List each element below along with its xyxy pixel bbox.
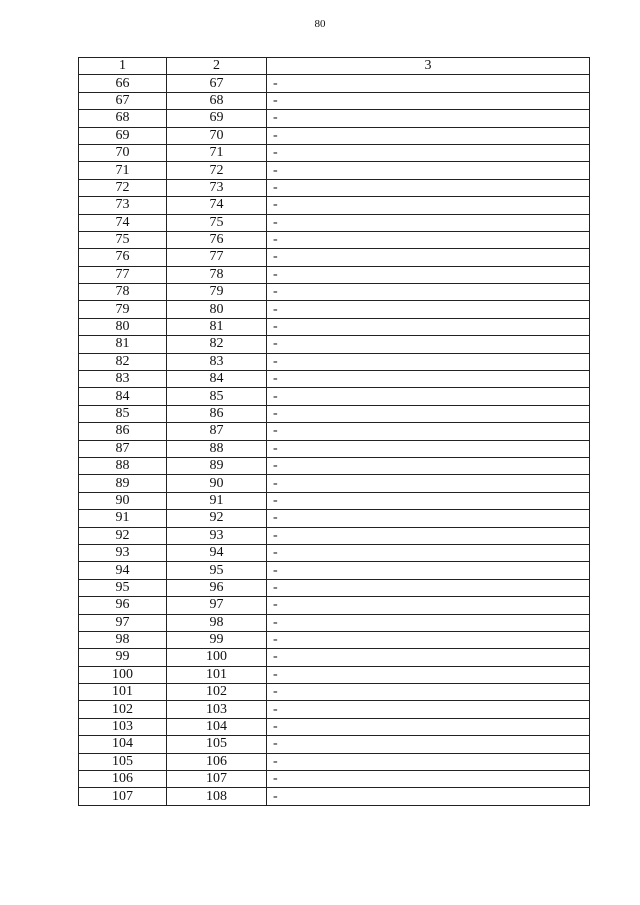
table-cell-col-2: 87 bbox=[167, 423, 267, 440]
table-row bbox=[79, 318, 590, 335]
table-cell-col-2: 85 bbox=[167, 388, 267, 405]
table-cell-col-2: 73 bbox=[167, 179, 267, 196]
table-cell-col-3: - bbox=[267, 353, 590, 370]
table-cell-col-2: 100 bbox=[167, 649, 267, 666]
table-cell-col-1: 87 bbox=[79, 440, 167, 457]
table-row bbox=[79, 231, 590, 248]
table-cell-col-1: 99 bbox=[79, 649, 167, 666]
table-row bbox=[79, 597, 590, 614]
table-cell-col-2: 94 bbox=[167, 544, 267, 561]
table-cell-col-1: 82 bbox=[79, 353, 167, 370]
table-cell-col-3: - bbox=[267, 162, 590, 179]
table-row bbox=[79, 666, 590, 683]
table-cell-col-3: - bbox=[267, 718, 590, 735]
table-cell-col-2: 76 bbox=[167, 231, 267, 248]
table-cell-col-1: 85 bbox=[79, 405, 167, 422]
table-row bbox=[79, 144, 590, 161]
table-cell-col-2: 90 bbox=[167, 475, 267, 492]
table-cell-col-3: - bbox=[267, 179, 590, 196]
table-cell-col-1: 81 bbox=[79, 336, 167, 353]
table-row bbox=[79, 614, 590, 631]
table-cell-col-2: 67 bbox=[167, 75, 267, 92]
table-cell-col-2: 81 bbox=[167, 318, 267, 335]
table-row bbox=[79, 475, 590, 492]
table-cell-col-3: - bbox=[267, 457, 590, 474]
table-cell-col-1: 80 bbox=[79, 318, 167, 335]
table-cell-col-2: 101 bbox=[167, 666, 267, 683]
table-row bbox=[79, 127, 590, 144]
table-row bbox=[79, 771, 590, 788]
table-cell-col-3: - bbox=[267, 736, 590, 753]
table-cell-col-3: - bbox=[267, 336, 590, 353]
table-cell-col-1: 66 bbox=[79, 75, 167, 92]
table-cell-col-2: 86 bbox=[167, 405, 267, 422]
table-cell-col-1: 77 bbox=[79, 266, 167, 283]
table-row bbox=[79, 249, 590, 266]
table-cell-col-1: 70 bbox=[79, 144, 167, 161]
table-cell-col-3: - bbox=[267, 423, 590, 440]
table-cell-col-3: - bbox=[267, 701, 590, 718]
table-cell-col-2: 95 bbox=[167, 562, 267, 579]
table-body bbox=[79, 75, 590, 805]
table-cell-col-2: 68 bbox=[167, 92, 267, 109]
header-row bbox=[79, 58, 590, 75]
table-row bbox=[79, 579, 590, 596]
table-cell-col-2: 75 bbox=[167, 214, 267, 231]
table-cell-col-2: 80 bbox=[167, 301, 267, 318]
table-cell-col-2: 93 bbox=[167, 527, 267, 544]
table-row bbox=[79, 684, 590, 701]
table-cell-col-2: 103 bbox=[167, 701, 267, 718]
table-cell-col-3: - bbox=[267, 371, 590, 388]
table-cell-col-3: - bbox=[267, 597, 590, 614]
table-row bbox=[79, 562, 590, 579]
table-cell-col-2: 83 bbox=[167, 353, 267, 370]
table-row bbox=[79, 457, 590, 474]
table-cell-col-2: 84 bbox=[167, 371, 267, 388]
page-number: 80 bbox=[314, 18, 326, 30]
column-header-1: 1 bbox=[79, 58, 167, 75]
table-cell-col-3: - bbox=[267, 127, 590, 144]
table-cell-col-1: 105 bbox=[79, 753, 167, 770]
table-cell-col-1: 89 bbox=[79, 475, 167, 492]
table-cell-col-3: - bbox=[267, 649, 590, 666]
table-cell-col-3: - bbox=[267, 631, 590, 648]
table-cell-col-3: - bbox=[267, 510, 590, 527]
table-cell-col-3: - bbox=[267, 110, 590, 127]
table-cell-col-1: 68 bbox=[79, 110, 167, 127]
table-row bbox=[79, 110, 590, 127]
table-cell-col-2: 102 bbox=[167, 684, 267, 701]
table-cell-col-2: 96 bbox=[167, 579, 267, 596]
table-cell-col-2: 108 bbox=[167, 788, 267, 805]
column-header-3: 3 bbox=[267, 58, 590, 75]
table-row bbox=[79, 214, 590, 231]
table-cell-col-2: 79 bbox=[167, 284, 267, 301]
table-row bbox=[79, 388, 590, 405]
table-cell-col-3: - bbox=[267, 753, 590, 770]
table-cell-col-1: 100 bbox=[79, 666, 167, 683]
table-row bbox=[79, 510, 590, 527]
table-cell-col-3: - bbox=[267, 214, 590, 231]
table-cell-col-1: 98 bbox=[79, 631, 167, 648]
table-cell-col-3: - bbox=[267, 301, 590, 318]
table-cell-col-3: - bbox=[267, 284, 590, 301]
table-cell-col-3: - bbox=[267, 388, 590, 405]
table-cell-col-3: - bbox=[267, 197, 590, 214]
table-cell-col-1: 76 bbox=[79, 249, 167, 266]
table-row bbox=[79, 75, 590, 92]
table-cell-col-2: 98 bbox=[167, 614, 267, 631]
table-cell-col-1: 104 bbox=[79, 736, 167, 753]
table-cell-col-2: 71 bbox=[167, 144, 267, 161]
table-cell-col-2: 88 bbox=[167, 440, 267, 457]
table-cell-col-2: 99 bbox=[167, 631, 267, 648]
table-cell-col-2: 72 bbox=[167, 162, 267, 179]
table-row bbox=[79, 649, 590, 666]
table-cell-col-1: 75 bbox=[79, 231, 167, 248]
table-cell-col-1: 93 bbox=[79, 544, 167, 561]
table-cell-col-1: 107 bbox=[79, 788, 167, 805]
table-cell-col-1: 91 bbox=[79, 510, 167, 527]
table-cell-col-3: - bbox=[267, 75, 590, 92]
table-cell-col-2: 104 bbox=[167, 718, 267, 735]
table-cell-col-3: - bbox=[267, 231, 590, 248]
table-header bbox=[79, 58, 590, 75]
table-row bbox=[79, 162, 590, 179]
table-cell-col-2: 82 bbox=[167, 336, 267, 353]
table-cell-col-3: - bbox=[267, 684, 590, 701]
table-row bbox=[79, 371, 590, 388]
table-row bbox=[79, 423, 590, 440]
table-cell-col-1: 103 bbox=[79, 718, 167, 735]
table-cell-col-1: 86 bbox=[79, 423, 167, 440]
table-cell-col-3: - bbox=[267, 266, 590, 283]
table-cell-col-3: - bbox=[267, 614, 590, 631]
table-cell-col-2: 78 bbox=[167, 266, 267, 283]
table-cell-col-1: 74 bbox=[79, 214, 167, 231]
table-cell-col-1: 101 bbox=[79, 684, 167, 701]
table-cell-col-3: - bbox=[267, 544, 590, 561]
table-row bbox=[79, 353, 590, 370]
table-row bbox=[79, 266, 590, 283]
table-cell-col-2: 105 bbox=[167, 736, 267, 753]
table-cell-col-2: 107 bbox=[167, 771, 267, 788]
table-cell-col-1: 67 bbox=[79, 92, 167, 109]
table-row bbox=[79, 336, 590, 353]
table-cell-col-1: 92 bbox=[79, 527, 167, 544]
table-row bbox=[79, 527, 590, 544]
table-row bbox=[79, 405, 590, 422]
table-cell-col-3: - bbox=[267, 579, 590, 596]
table-cell-col-1: 83 bbox=[79, 371, 167, 388]
table-cell-col-3: - bbox=[267, 92, 590, 109]
table-row bbox=[79, 753, 590, 770]
table-cell-col-3: - bbox=[267, 527, 590, 544]
table-cell-col-1: 78 bbox=[79, 284, 167, 301]
table-cell-col-1: 97 bbox=[79, 614, 167, 631]
table-row bbox=[79, 179, 590, 196]
table-cell-col-2: 91 bbox=[167, 492, 267, 509]
table-row bbox=[79, 718, 590, 735]
data-table bbox=[78, 57, 590, 806]
table-cell-col-3: - bbox=[267, 666, 590, 683]
table-cell-col-2: 70 bbox=[167, 127, 267, 144]
table-row bbox=[79, 701, 590, 718]
table-cell-col-2: 106 bbox=[167, 753, 267, 770]
table-row bbox=[79, 736, 590, 753]
table-cell-col-3: - bbox=[267, 492, 590, 509]
table-cell-col-3: - bbox=[267, 562, 590, 579]
table-cell-col-3: - bbox=[267, 788, 590, 805]
table-cell-col-3: - bbox=[267, 475, 590, 492]
table-row bbox=[79, 92, 590, 109]
table-cell-col-3: - bbox=[267, 405, 590, 422]
table-row bbox=[79, 440, 590, 457]
table-cell-col-1: 102 bbox=[79, 701, 167, 718]
table-cell-col-1: 72 bbox=[79, 179, 167, 196]
table-row bbox=[79, 284, 590, 301]
table-cell-col-1: 73 bbox=[79, 197, 167, 214]
table-row bbox=[79, 197, 590, 214]
table-cell-col-2: 69 bbox=[167, 110, 267, 127]
table-cell-col-1: 96 bbox=[79, 597, 167, 614]
table-cell-col-3: - bbox=[267, 318, 590, 335]
table-row bbox=[79, 544, 590, 561]
table-cell-col-2: 89 bbox=[167, 457, 267, 474]
table-cell-col-3: - bbox=[267, 249, 590, 266]
table-row bbox=[79, 492, 590, 509]
table-cell-col-1: 94 bbox=[79, 562, 167, 579]
table-cell-col-1: 79 bbox=[79, 301, 167, 318]
table-cell-col-1: 88 bbox=[79, 457, 167, 474]
table-cell-col-1: 71 bbox=[79, 162, 167, 179]
table-row bbox=[79, 301, 590, 318]
table-cell-col-1: 95 bbox=[79, 579, 167, 596]
table-cell-col-3: - bbox=[267, 144, 590, 161]
table-cell-col-1: 69 bbox=[79, 127, 167, 144]
table-cell-col-2: 97 bbox=[167, 597, 267, 614]
table-cell-col-2: 77 bbox=[167, 249, 267, 266]
table-cell-col-1: 90 bbox=[79, 492, 167, 509]
table-cell-col-1: 106 bbox=[79, 771, 167, 788]
table-cell-col-2: 74 bbox=[167, 197, 267, 214]
table-cell-col-1: 84 bbox=[79, 388, 167, 405]
table-cell-col-2: 92 bbox=[167, 510, 267, 527]
column-header-2: 2 bbox=[167, 58, 267, 75]
table-row bbox=[79, 788, 590, 805]
table-cell-col-3: - bbox=[267, 440, 590, 457]
table-cell-col-3: - bbox=[267, 771, 590, 788]
table-row bbox=[79, 631, 590, 648]
